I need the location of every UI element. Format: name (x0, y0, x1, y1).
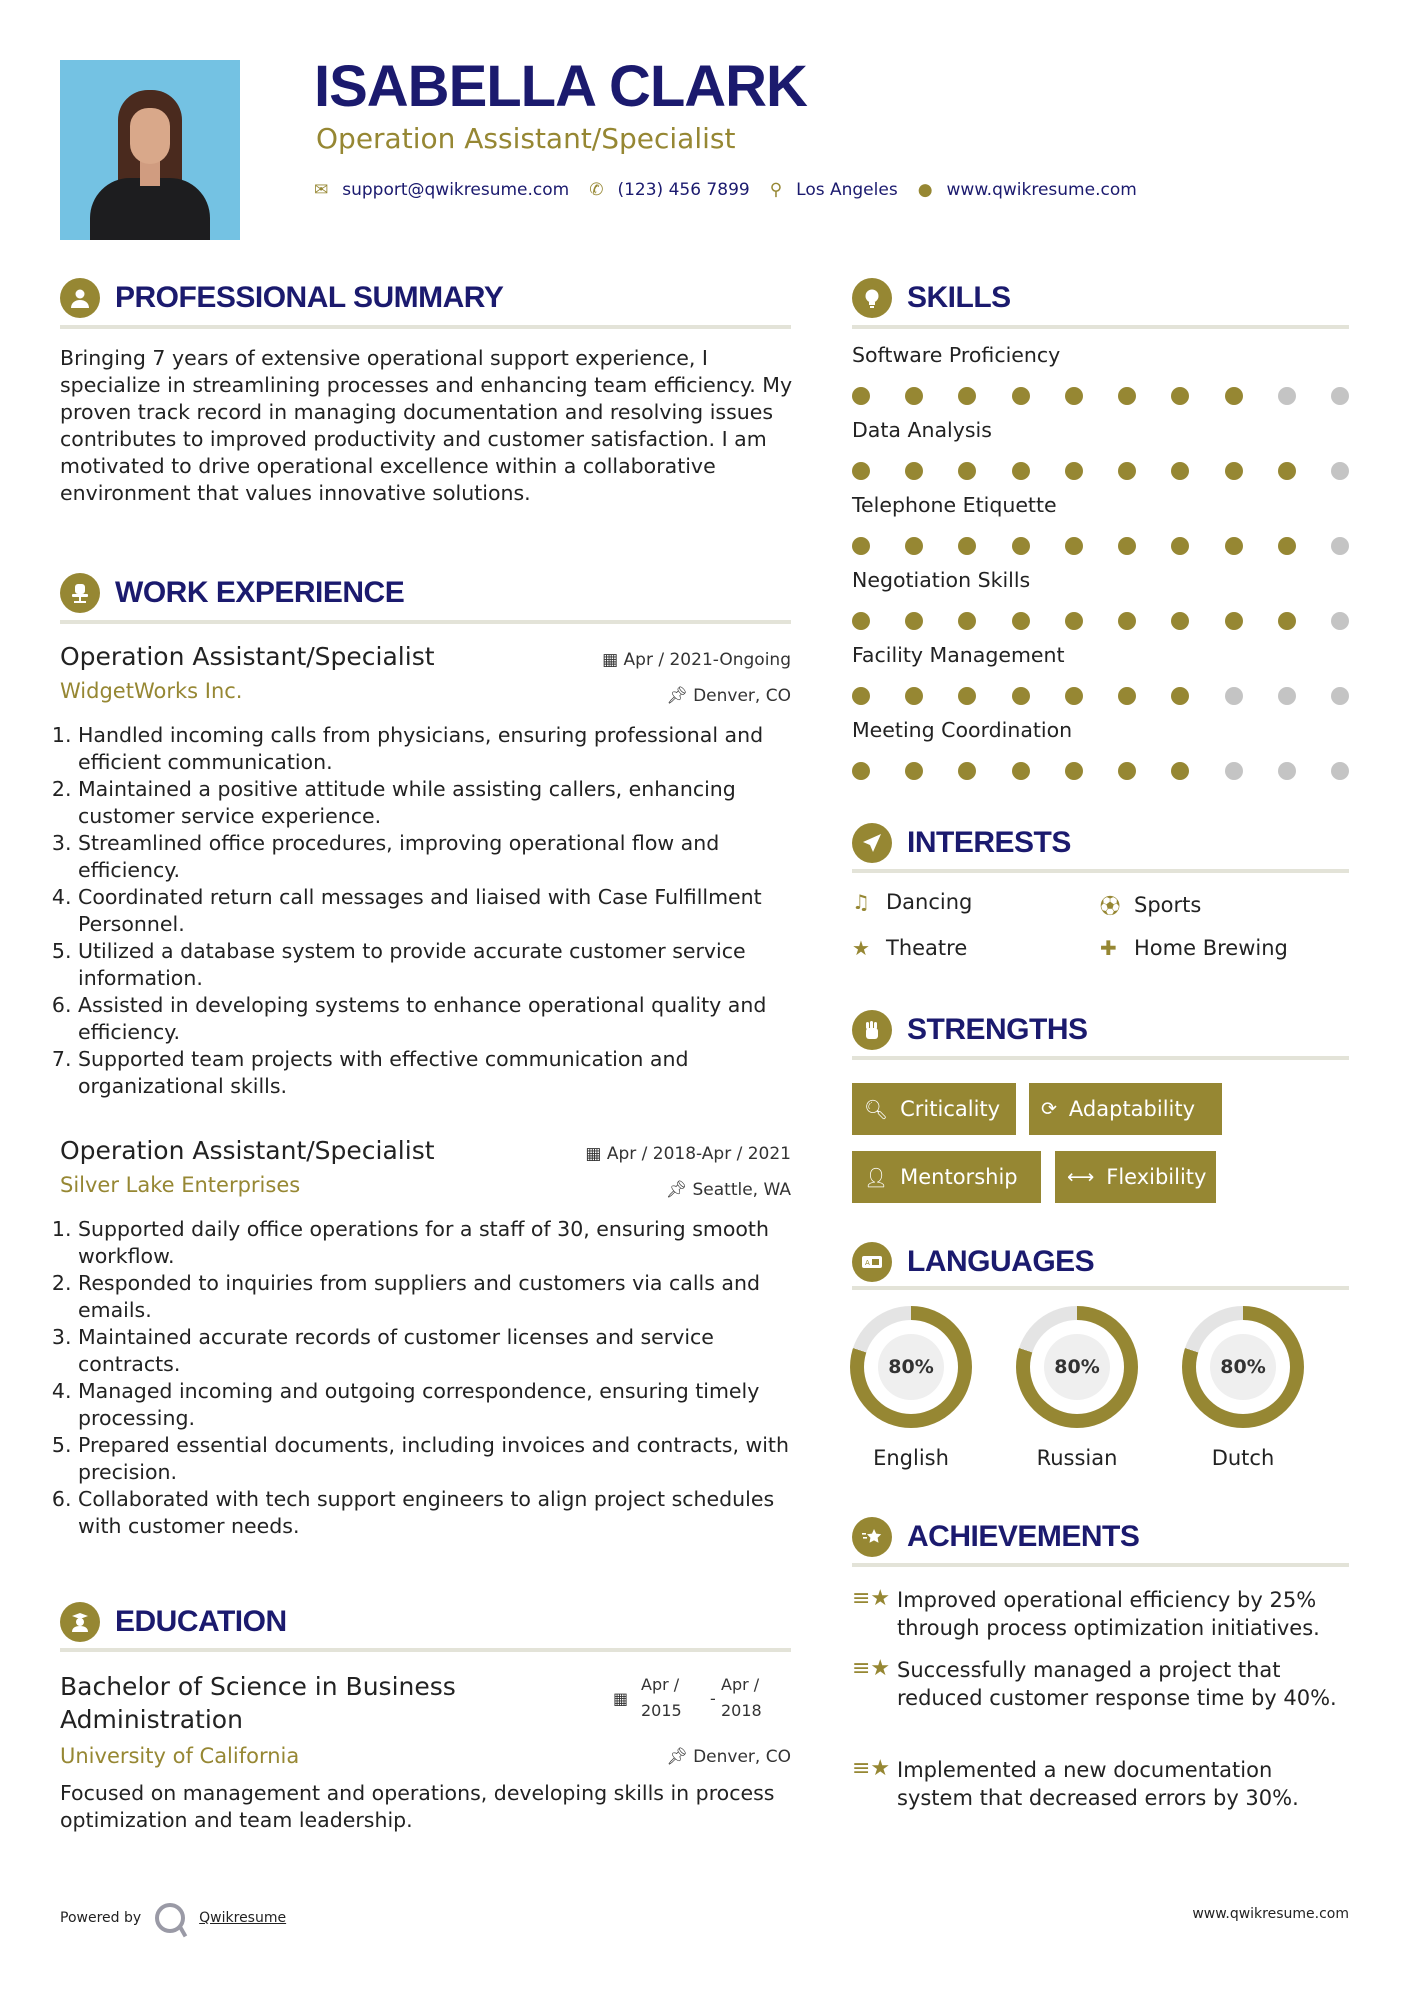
rating-dot-filled (958, 612, 976, 630)
rating-dot-filled (1012, 762, 1030, 780)
interest-item: ⚽︎ Sports (1100, 890, 1201, 919)
strength-tag: 🔍︎ Criticality (852, 1083, 1016, 1135)
star-icon: ≡★ (852, 1586, 891, 1611)
duty-item: 2. Maintained a positive attitude while assisting callers, enhancing customer service experience. (78, 776, 793, 830)
skill-rating (852, 537, 1349, 555)
language-name: Russian (1036, 1446, 1118, 1470)
rating-dot-empty (1331, 687, 1349, 705)
star-icon: ≡★ (852, 1756, 891, 1781)
section-title: LANGUAGES (907, 1245, 1095, 1278)
pushpin-icon: 📌︎ (665, 1180, 688, 1200)
rating-dot-filled (958, 687, 976, 705)
rating-dot-filled (1171, 762, 1189, 780)
calendar-icon: ▦ (613, 1689, 629, 1708)
degree-title: Bachelor of Science in Business Administration (60, 1672, 456, 1734)
language-item (1182, 1306, 1304, 1470)
candidate-name: ISABELLA CLARK (314, 54, 807, 119)
achievement-item: ≡★ Improved operational efficiency by 25% through process optimization initiatives. (852, 1586, 1320, 1640)
rating-dot-empty (1225, 687, 1243, 705)
section-title: WORK EXPERIENCE (115, 576, 405, 609)
phone-icon: ✆ (589, 180, 604, 200)
duty-item: 6. Collaborated with tech support engineers to align project schedules with customer needs. (78, 1486, 793, 1540)
language-item (850, 1306, 972, 1470)
company-name: Silver Lake Enterprises (60, 1173, 301, 1197)
rating-dot-filled (1225, 462, 1243, 480)
education-dates (613, 1672, 793, 1722)
skill-label: Software Proficiency (852, 343, 1061, 367)
rating-dot-filled (905, 387, 923, 405)
skill-label: Meeting Coordination (852, 718, 1073, 742)
language-percent: 80% (1044, 1334, 1110, 1400)
duty-item: 7. Supported team projects with effective communication and organizational skills. (78, 1046, 793, 1100)
section-header-interests (852, 823, 1071, 863)
language-percent: 80% (878, 1334, 944, 1400)
rating-dot-filled (905, 537, 923, 555)
rating-dot-filled (1012, 612, 1030, 630)
achievement-item: ≡★ Successfully managed a project that reduced customer response time by 40%. (852, 1656, 1337, 1710)
rating-dot-filled (1278, 537, 1296, 555)
section-divider (852, 1056, 1349, 1060)
rating-dot-filled (1171, 462, 1189, 480)
svg-text:A: A (865, 1259, 870, 1267)
rating-dot-empty (1331, 762, 1349, 780)
skill-rating (852, 762, 1349, 780)
qwikresume-logo-icon (155, 1903, 185, 1933)
education-location: 📌︎ Denver, CO (666, 1747, 791, 1767)
arrows-horizontal-icon: ⟷ (1067, 1166, 1095, 1188)
skill-label: Negotiation Skills (852, 568, 1031, 592)
rating-dot-filled (852, 462, 870, 480)
rating-dot-filled (852, 537, 870, 555)
duties-list (53, 1216, 793, 1540)
skill-label: Facility Management (852, 643, 1065, 667)
section-header-education (60, 1602, 287, 1642)
rating-dot-filled (1171, 687, 1189, 705)
contact-location: Los Angeles (796, 180, 898, 200)
rating-dot-filled (1278, 462, 1296, 480)
skill-rating (852, 387, 1349, 405)
progress-ring (1016, 1306, 1138, 1428)
section-header-summary (60, 278, 503, 318)
rating-dot-filled (958, 762, 976, 780)
rating-dot-empty (1278, 387, 1296, 405)
search-icon: 🔍︎ (864, 1098, 889, 1121)
duty-item: 6. Assisted in developing systems to enhance operational quality and efficiency. (78, 992, 793, 1046)
section-title: INTERESTS (907, 826, 1071, 859)
rating-dot-filled (1278, 612, 1296, 630)
duty-item: 4. Coordinated return call messages and liaised with Case Fulfillment Personnel. (78, 884, 793, 938)
puzzle-icon: ✚ (1100, 936, 1117, 960)
rating-dot-filled (1065, 462, 1083, 480)
rating-dot-filled (1065, 537, 1083, 555)
section-divider (60, 1648, 791, 1652)
rating-dot-filled (958, 387, 976, 405)
calendar-icon: ▦ (585, 1144, 602, 1164)
rating-dot-empty (1331, 537, 1349, 555)
section-divider (852, 1286, 1349, 1290)
footer-powered-by: Powered by Qwikresume (60, 1903, 286, 1933)
skill-rating (852, 687, 1349, 705)
music-icon: ♫ (852, 890, 870, 914)
rating-dot-filled (1065, 687, 1083, 705)
user-icon (60, 278, 100, 318)
rating-dot-filled (1012, 537, 1030, 555)
education-end: Apr / 2018 (721, 1675, 762, 1720)
job-location: 📌︎ Denver, CO (666, 686, 791, 706)
skill-rating (852, 462, 1349, 480)
duty-item: 5. Prepared essential documents, including invoices and contracts, with precision. (78, 1432, 793, 1486)
language-name: Dutch (1211, 1446, 1275, 1470)
job-title: Operation Assistant/Specialist (60, 642, 435, 671)
profile-photo (60, 60, 240, 240)
company-name: WidgetWorks Inc. (60, 679, 243, 703)
language-percent: 80% (1210, 1334, 1276, 1400)
rating-dot-filled (852, 387, 870, 405)
rating-dot-empty (1331, 612, 1349, 630)
rating-dot-filled (1118, 762, 1136, 780)
duty-item: 4. Managed incoming and outgoing correspondence, ensuring timely processing. (78, 1378, 793, 1432)
lightbulb-icon (852, 278, 892, 318)
language-item (1016, 1306, 1138, 1470)
contact-email[interactable]: support@qwikresume.com (342, 180, 570, 200)
section-header-achievements (852, 1517, 1139, 1557)
rating-dot-filled (1118, 462, 1136, 480)
rating-dot-filled (1171, 387, 1189, 405)
star-icon: ★ (852, 936, 870, 960)
rating-dot-filled (1171, 537, 1189, 555)
job-date: ▦ Apr / 2018-Apr / 2021 (585, 1144, 791, 1164)
pushpin-icon: 📌︎ (666, 686, 688, 706)
contact-website[interactable]: www.qwikresume.com (946, 180, 1137, 200)
summary-text: Bringing 7 years of extensive operational support experience, I specialize in streamlining processes and enhancing team efficiency. My proven track record in managing documentation and resolving issues contributes to improved productivity and customer satisfaction. I am motivated to drive operational excellence within a collaborative environment that values innovative solutions. (60, 346, 793, 505)
paper-plane-icon (852, 823, 892, 863)
job-entry (60, 1136, 791, 1200)
section-header-strengths (852, 1010, 1088, 1050)
language-name: English (873, 1446, 949, 1470)
strength-tag: ⟳ Adaptability (1029, 1083, 1222, 1135)
skill-rating (852, 612, 1349, 630)
progress-ring (1182, 1306, 1304, 1428)
rating-dot-filled (1118, 537, 1136, 555)
star-icon: ≡★ (852, 1656, 891, 1681)
education-description: Focused on management and operations, developing skills in process optimization and team leadership. (60, 1781, 775, 1832)
rating-dot-filled (1065, 612, 1083, 630)
rating-dot-empty (1331, 387, 1349, 405)
rating-dot-filled (1225, 387, 1243, 405)
section-title: EDUCATION (115, 1605, 287, 1638)
rating-dot-filled (1118, 612, 1136, 630)
rating-dot-filled (905, 762, 923, 780)
duty-item: 1. Handled incoming calls from physicians, ensuring professional and efficient communication. (78, 722, 793, 776)
rating-dot-filled (1118, 687, 1136, 705)
section-divider (60, 325, 791, 329)
interest-item: ✚ Home Brewing (1100, 936, 1288, 960)
section-divider (60, 620, 791, 624)
envelope-icon: ✉ (314, 180, 329, 200)
map-pin-icon: ⚲ (769, 180, 783, 200)
duty-item: 1. Supported daily office operations for a staff of 30, ensuring smooth workflow. (78, 1216, 793, 1270)
contact-phone[interactable]: (123) 456 7899 (617, 180, 750, 200)
graduate-icon (60, 1602, 100, 1642)
soccer-ball-icon: ⚽︎ (1100, 894, 1120, 918)
section-title: STRENGTHS (907, 1013, 1088, 1046)
refresh-icon: ⟳ (1041, 1098, 1057, 1120)
duties-list (53, 722, 793, 1100)
skill-label: Telephone Etiquette (852, 493, 1057, 517)
section-title: PROFESSIONAL SUMMARY (115, 281, 504, 314)
section-header-languages (852, 1242, 1094, 1282)
rating-dot-filled (1171, 612, 1189, 630)
progress-ring (850, 1306, 972, 1428)
job-title: Operation Assistant/Specialist (60, 1136, 435, 1165)
interest-item: ★ Theatre (852, 936, 968, 960)
qwikresume-link[interactable]: Qwikresume (199, 1910, 287, 1926)
rating-dot-empty (1278, 687, 1296, 705)
school-name: University of California (60, 1744, 300, 1768)
skill-label: Data Analysis (852, 418, 992, 442)
rating-dot-filled (1012, 687, 1030, 705)
job-location: 📌︎ Seattle, WA (665, 1180, 791, 1200)
strength-tag: 👤︎ Mentorship (852, 1151, 1041, 1203)
education-start: Apr / 2015 (641, 1675, 682, 1720)
rating-dot-filled (905, 462, 923, 480)
office-chair-icon (60, 573, 100, 613)
rating-dot-filled (1012, 387, 1030, 405)
rating-dot-filled (1065, 387, 1083, 405)
candidate-title: Operation Assistant/Specialist (316, 122, 736, 155)
user-plus-icon: 👤︎ (864, 1166, 889, 1189)
rating-dot-empty (1278, 762, 1296, 780)
section-title: ACHIEVEMENTS (907, 1520, 1140, 1553)
fist-icon (852, 1010, 892, 1050)
translate-icon (852, 1242, 892, 1282)
section-title: SKILLS (907, 281, 1011, 314)
section-divider (852, 325, 1349, 329)
job-date: ▦ Apr / 2021-Ongoing (602, 650, 791, 670)
section-header-skills (852, 278, 1011, 318)
calendar-icon: ▦ (602, 650, 619, 670)
rating-dot-filled (1012, 462, 1030, 480)
section-divider (852, 869, 1349, 873)
job-entry (60, 642, 791, 706)
interest-item: ♫ Dancing (852, 890, 973, 914)
globe-icon: ● (917, 180, 933, 200)
strength-tag: ⟷ Flexibility (1055, 1151, 1216, 1203)
rating-dot-filled (1065, 762, 1083, 780)
trophy-star-icon (852, 1517, 892, 1557)
section-divider (852, 1563, 1349, 1567)
rating-dot-filled (1225, 537, 1243, 555)
rating-dot-empty (1331, 462, 1349, 480)
achievement-item: ≡★ Implemented a new documentation system that decreased errors by 30%. (852, 1756, 1299, 1810)
rating-dot-filled (852, 762, 870, 780)
rating-dot-filled (1118, 387, 1136, 405)
section-header-experience (60, 573, 404, 613)
duty-item: 3. Streamlined office procedures, improving operational flow and efficiency. (78, 830, 793, 884)
rating-dot-filled (958, 462, 976, 480)
date-separator: - (710, 1689, 716, 1708)
footer-website[interactable]: www.qwikresume.com (1192, 1906, 1349, 1922)
duty-item: 5. Utilized a database system to provide accurate customer service information. (78, 938, 793, 992)
pushpin-icon: 📌︎ (666, 1747, 688, 1767)
duty-item: 2. Responded to inquiries from suppliers and customers via calls and emails. (78, 1270, 793, 1324)
duty-item: 3. Maintained accurate records of customer licenses and service contracts. (78, 1324, 793, 1378)
rating-dot-filled (1225, 612, 1243, 630)
rating-dot-empty (1225, 762, 1243, 780)
contact-row (314, 180, 1157, 200)
rating-dot-filled (852, 687, 870, 705)
rating-dot-filled (905, 687, 923, 705)
rating-dot-filled (852, 612, 870, 630)
rating-dot-filled (905, 612, 923, 630)
rating-dot-filled (958, 537, 976, 555)
